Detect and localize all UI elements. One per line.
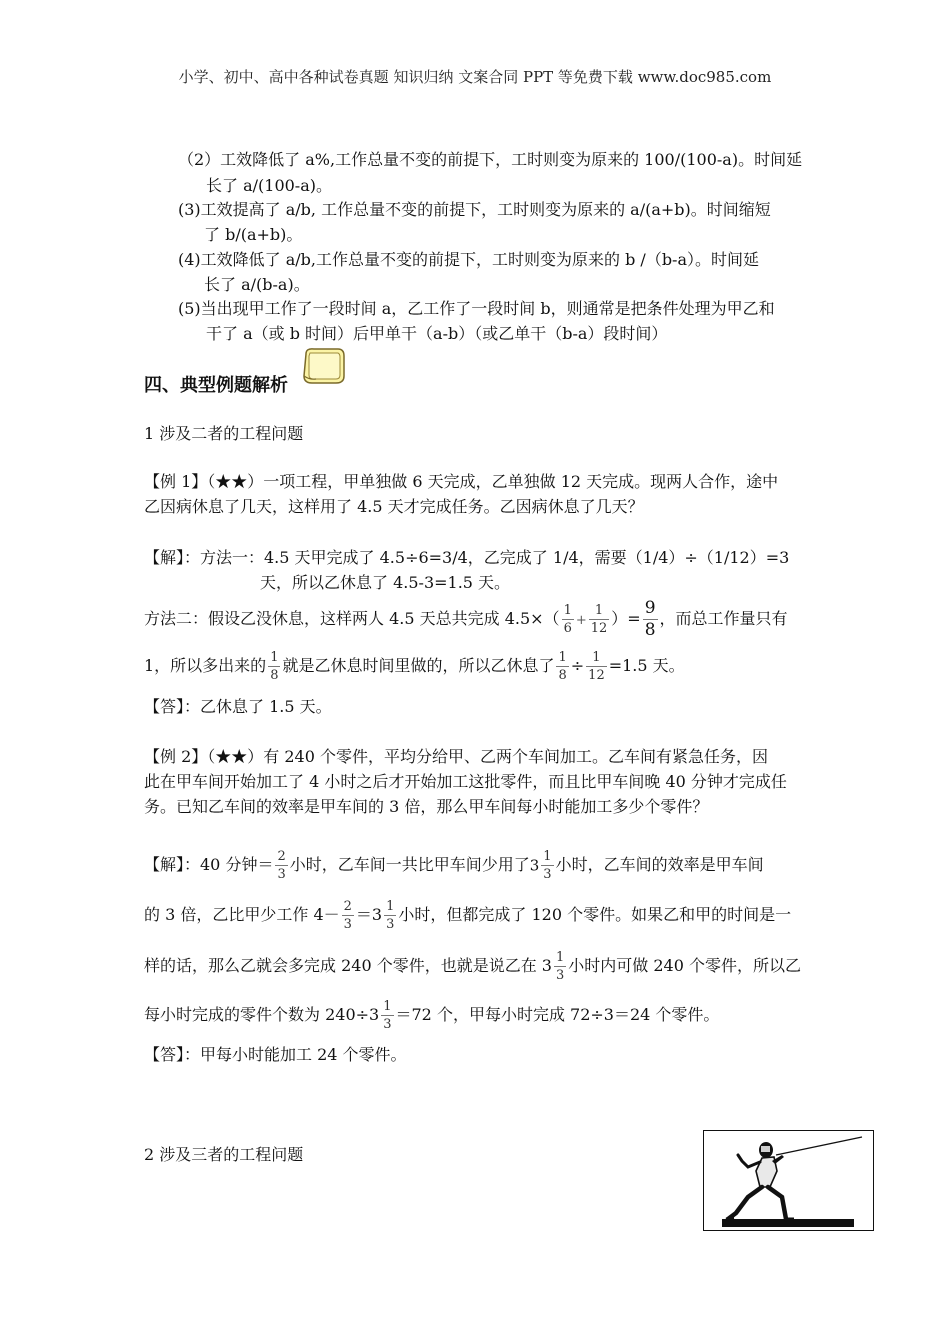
solution-text-6: 小时，但都完成了 120 个零件。如果乙和甲的时间是一 xyxy=(398,905,792,924)
method-2-text-3: ，而总工作量只有 xyxy=(659,609,788,628)
mixed-three-and-one-third: 3 $\frac{1}{3}$ xyxy=(529,849,552,883)
fraction-one-eighth: $\frac{1}{8}$ xyxy=(270,650,279,683)
example-2-solution-line-4 xyxy=(144,993,719,1037)
solution-text-3: 小时，乙车间的效率是甲车间 xyxy=(555,855,764,874)
fraction-one-third-c: $\frac{1}{3}$ xyxy=(383,999,392,1032)
solution-text-7: 样的话，那么乙就会多完成 240 个零件，也就是说乙在 3 xyxy=(144,956,552,975)
solution-text-9: 每小时完成的零件个数为 240÷3 xyxy=(144,1005,380,1024)
example-1-method-2-line-1 xyxy=(144,597,788,643)
rule-4-line-1: (4)工效降低了 a/b,工作总量不变的前提下，工时则变为原来的 b /（b-a）。时间延 xyxy=(178,250,760,269)
fraction-two-thirds-b: $\frac{2}{3}$ xyxy=(343,899,352,932)
fraction-one-sixth: $\frac{1}{6}$ xyxy=(563,603,572,636)
subsection-2-title: 2 涉及三者的工程问题 xyxy=(144,1145,304,1164)
rule-3-line-2: 了 b/(a+b)。 xyxy=(204,225,303,244)
solution-text-5: ＝3 xyxy=(355,905,383,924)
rule-5-line-1: (5)当出现甲工作了一段时间 a，乙工作了一段时间 b，则通常是把条件处理为甲乙和 xyxy=(178,299,775,318)
example-1-question-line-2: 乙因病休息了几天，这样用了 4.5 天才完成任务。乙因病休息了几天？ xyxy=(144,497,644,516)
solution-text-2: 小时，乙车间一共比甲车间少用了 xyxy=(289,855,530,874)
divide-sign: ÷ xyxy=(570,656,585,675)
example-2-question-line-1: 【例 2】（★★）有 240 个零件，平均分给甲、乙两个车间加工。乙车间有紧急任务，因 xyxy=(144,747,768,766)
example-2-solution-line-3 xyxy=(144,944,801,988)
example-1-answer: 【答】：乙休息了 1.5 天。 xyxy=(144,697,332,716)
solution-text-8: 小时内可做 240 个零件，所以乙 xyxy=(568,956,801,975)
fraction-one-twelfth: $\frac{1}{12}$ xyxy=(590,603,608,636)
example-2-answer: 【答】：甲每小时能加工 24 个零件。 xyxy=(144,1045,407,1064)
rule-2-line-2: 长了 a/(100-a)。 xyxy=(206,176,332,195)
example-2-solution-line-2 xyxy=(144,893,791,937)
section-4-title: 四、典型例题解析 xyxy=(144,375,288,396)
fencer-illustration xyxy=(703,1130,874,1231)
example-2-question-line-2: 此在甲车间开始加工了 4 小时之后才开始加工这批零件，而且比甲车间晚 40 分钟才完成任 xyxy=(144,772,787,791)
rule-2-line-1: （2）工效降低了 a%,工作总量不变的前提下，工时则变为原来的 100/(100-a)。时间延 xyxy=(178,150,803,169)
fraction-one-eighth-b: $\frac{1}{8}$ xyxy=(558,650,567,683)
method-2-text-2: ）= xyxy=(611,609,641,628)
fraction-one-twelfth-b: $\frac{1}{12}$ xyxy=(588,650,605,683)
example-1-solution-line-2: 天，所以乙休息了 4.5-3=1.5 天。 xyxy=(260,573,511,592)
method-2-text-5: 就是乙休息时间里做的，所以乙休息了 xyxy=(282,656,555,675)
fraction-nine-eighths: $\frac{9}{8}$ xyxy=(644,598,656,640)
method-2-text-6: =1.5 天。 xyxy=(608,656,685,675)
fraction-one-third-b: $\frac{1}{3}$ xyxy=(555,950,565,983)
rule-4-line-2: 长了 a/(b-a)。 xyxy=(204,275,310,294)
fraction-two-thirds: $\frac{2}{3}$ xyxy=(277,849,286,882)
method-2-text-4: 1，所以多出来的 xyxy=(144,656,267,675)
example-1-method-2-line-2 xyxy=(144,644,685,688)
scroll-icon xyxy=(300,346,348,386)
fraction-one-third: $\frac{1}{3}$ xyxy=(386,899,395,932)
example-1-question-line-1: 【例 1】（★★）一项工程，甲单独做 6 天完成，乙单独做 12 天完成。现两人合作，途中 xyxy=(144,472,779,491)
example-2-question-line-3: 务。已知乙车间的效率是甲车间的 3 倍，那么甲车间每小时能加工多少个零件？ xyxy=(144,797,709,816)
rule-5-line-2: 干了 a（或 b 时间）后甲单干（a-b）（或乙单干（b-a）段时间） xyxy=(206,324,668,343)
example-2-solution-line-1 xyxy=(144,843,764,888)
solution-text-10: ＝72 个，甲每小时完成 72÷3＝24 个零件。 xyxy=(395,1005,720,1024)
page-header: 小学、初中、高中各种试卷真题 知识归纳 文案合同 PPT 等免费下载 www.doc985.com xyxy=(178,68,772,86)
solution-text-1: 【解】：40 分钟＝ xyxy=(144,855,274,874)
solution-text-4: 的 3 倍，乙比甲少工作 4－ xyxy=(144,905,340,924)
plus-sign: + xyxy=(575,613,587,628)
subsection-1-title: 1 涉及二者的工程问题 xyxy=(144,424,304,443)
example-1-solution-line-1: 【解】：方法一：4.5 天甲完成了 4.5÷6=3/4，乙完成了 1/4，需要（1/4）÷（1/12）=3 xyxy=(144,548,790,567)
method-2-text-1: 方法二：假设乙没休息，这样两人 4.5 天总共完成 4.5×（ xyxy=(144,609,560,628)
rule-3-line-1: (3)工效提高了 a/b, 工作总量不变的前提下，工时则变为原来的 a/(a+b)。时间缩短 xyxy=(178,200,771,219)
